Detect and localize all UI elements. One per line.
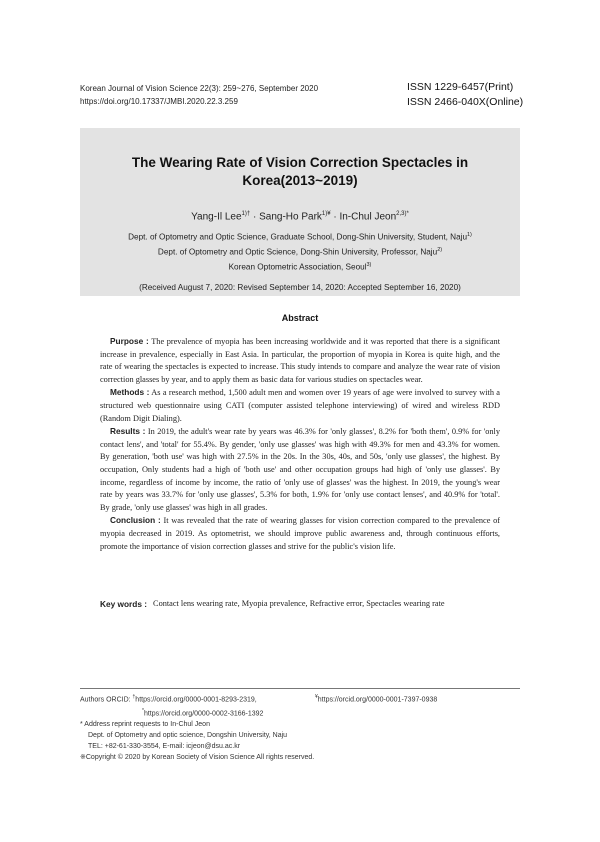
section-label: Results : (110, 426, 146, 437)
author-separator: · (250, 211, 260, 223)
doi-link[interactable]: https://doi.org/10.17337/JMBI.2020.22.3.259 (80, 97, 238, 106)
journal-citation-block (80, 82, 318, 108)
copyright: ※Copyright © 2020 by Korean Society of Vision Science All rights reserved. (80, 753, 315, 761)
author-list (80, 208, 520, 223)
section-label: Conclusion : (110, 515, 161, 526)
orcid-line: Authors ORCID: †https://orcid.org/0000-0001-8293-2319, ¥https://orcid.org/0000-0001-7397-0938 (80, 694, 438, 704)
affiliation: Dept. of Optometry and Optic Science, Graduate School, Dong-Shin University, Student, Naju$^{1)}$ (128, 232, 472, 243)
issn-print: ISSN 1229-6457(Print) (407, 81, 514, 93)
reprint-request: * Address reprint requests to In-Chul Jeon (80, 721, 210, 729)
keywords-text: Contact lens wearing rate, Myopia prevalence, Refractive error, Spectacles wearing rate (153, 599, 445, 608)
section-label: Purpose : (110, 336, 149, 346)
footnote-divider (80, 688, 520, 689)
reprint-contact: TEL: +82-61-330-3554, E-mail: icjeon@dsu.ac.kr (88, 742, 241, 750)
abstract-conclusion: Conclusion : It was revealed that the rate of wearing glasses for vision correction compared to the prevalence of myopia decreased in 2019. As optometrist, we should improve public awareness and, through continuous efforts, promote the importance of vision correction glasses and strive for the public's vision life. (100, 515, 500, 551)
journal-citation: Korean Journal of Vision Science 22(3): 259~276, September 2020 (80, 84, 319, 93)
received-dates: (Received August 7, 2020: Revised September 14, 2020: Accepted September 16, 2020) (139, 282, 461, 292)
affiliation: Korean Optometric Association, Seoul$^{3)}$ (228, 261, 372, 272)
title-box (80, 128, 520, 296)
keywords (100, 598, 500, 611)
author-mark: 2,3)* (396, 211, 409, 217)
keywords-label: Key words : (100, 599, 148, 609)
abstract-body (100, 335, 500, 553)
orcid-link[interactable]: https://orcid.org/0000-0001-7397-0938 (317, 696, 438, 704)
issn-online: ISSN 2466-040X(Online) (407, 96, 524, 108)
orcid-link[interactable]: https://orcid.org/0000-0002-3166-1392 (143, 710, 264, 718)
paper-title: The Wearing Rate of Vision Correction Spectacles in Korea(2013~2019) (131, 155, 469, 188)
section-label: Methods : (110, 387, 150, 398)
abstract-heading: Abstract (281, 313, 319, 323)
abstract-purpose: Purpose : The prevalence of myopia has been increasing worldwide and it was reported that there is a significant increase in prevalence, especially in East Asia. In particular, the proportion of myopia in Korea is quite high, and the rate of wearing the spectacles is expected to increase. This study intends to compare and analyze the wear rate of vision correction glasses by year, and to apply them as basic data for various studies on spectacles wear. (100, 336, 500, 384)
author-separator: · (330, 211, 340, 223)
orcid-line: *https://orcid.org/0000-0002-3166-1392 (142, 708, 264, 718)
author-mark: 1)¥ (321, 211, 331, 217)
footnotes (80, 692, 520, 763)
author-mark: 1)† (241, 211, 251, 217)
abstract-results: Results : In 2019, the adult's wear rate by years was 46.3% for 'only glasses', 8.2% for 'both them', 0.9% for 'only contact lens', and 'total' for 55.4%. By gender, 'only use glasses' was high with 49.3% for men and 43.3% for women. By generation, 'both use' was high with 27.5% in the 20s. In the 30s, 40s, and 50s, 'only use glasses', the highest. By occupation, Only students had a high of 'both use' and other occupation groups had high of 'only use glasses'. By income, regardless of income by income, the ratio of 'only use of glasses' was the highest. In 2019, the young's wear rate by years was 33.7% for 'only use glasses', 5.3% for both, 1.9% for 'only use contact lenses', and 40.9% for 'total'. By grade, 'only use glasses' was high in all grades. (100, 426, 500, 512)
issn-block (407, 80, 523, 110)
reprint-department: Dept. of Optometry and optic science, Dongshin University, Naju (88, 732, 288, 740)
author-name: Sang-Ho Park (259, 211, 322, 223)
orcid-link[interactable]: https://orcid.org/0000-0001-8293-2319, (135, 696, 257, 704)
author-name: In-Chul Jeon (339, 211, 397, 223)
affiliation: Dept. of Optometry and Optic Science, Dong-Shin University, Professor, Naju$^{2)}$ (157, 247, 443, 257)
abstract-methods: Methods : As a research method, 1,500 adult men and women over 19 years of age were involved to survey with a structured web questionnaire using CATI (computer assisted telephone interviewing) of wired and wireless RDD (Random Digit Dialing). (100, 387, 500, 423)
affiliations (80, 229, 520, 273)
author-name: Yang-Il Lee (191, 211, 242, 223)
